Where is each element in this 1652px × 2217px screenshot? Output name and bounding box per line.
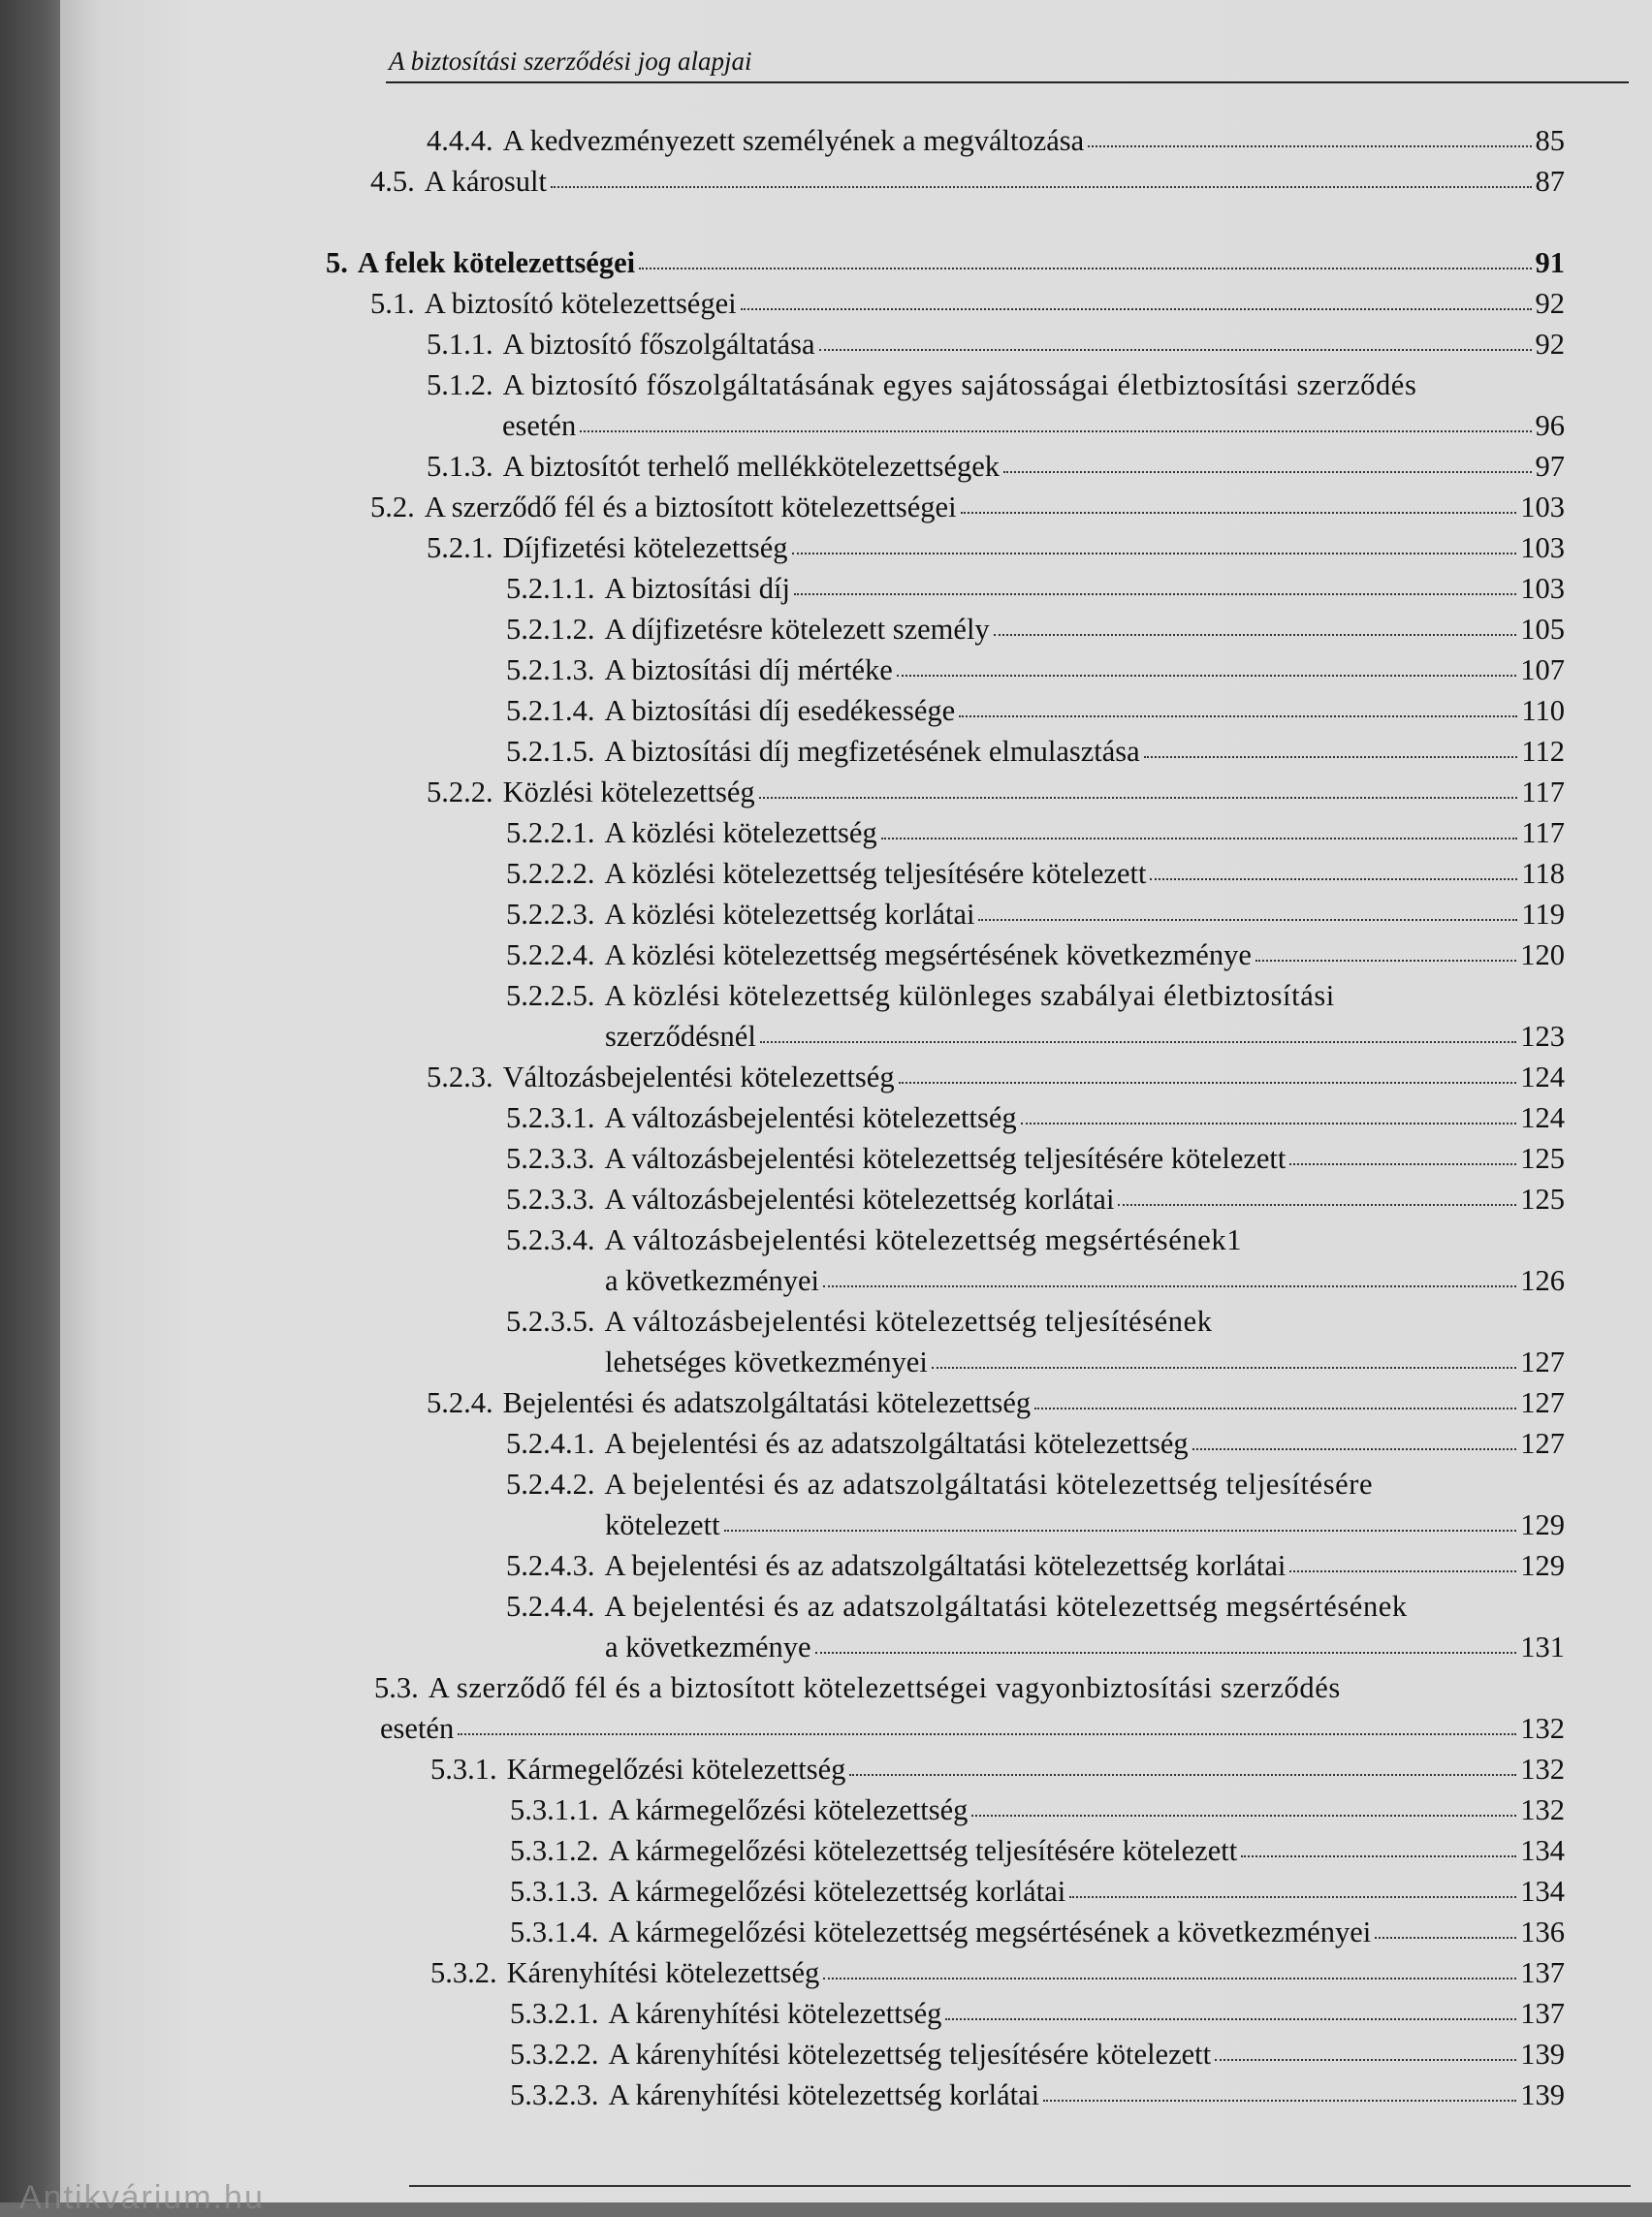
toc-entry-title: A közlési kötelezettség megsértésének következménye — [604, 938, 1252, 971]
toc-entry-title: A kármegelőzési kötelezettség megsértésének a következményei — [608, 1916, 1372, 1948]
toc-entry-number: 5.2.3.5. — [506, 1305, 595, 1338]
dot-leader — [794, 593, 1516, 595]
toc-entry-page: 103 — [1520, 572, 1565, 605]
toc-entry-number: 5.2.3.1. — [506, 1101, 595, 1134]
toc-entry-title: Kárenyhítési kötelezettség — [506, 1956, 820, 1989]
toc-entry — [506, 816, 1565, 857]
dot-leader — [932, 1367, 1516, 1369]
toc-entry-title: Közlési kötelezettség — [502, 776, 755, 808]
toc-entry-number: 5.2.1.2. — [506, 613, 595, 646]
dot-leader — [580, 430, 1531, 432]
toc-entry — [510, 1997, 1565, 2038]
toc-entry-page: 92 — [1535, 328, 1565, 361]
toc-entry-number: 5.2.2. — [427, 776, 493, 808]
toc-entry-title: A biztosító kötelezettségei — [424, 287, 737, 320]
dot-leader — [1034, 1408, 1516, 1409]
toc-entry — [510, 2038, 1565, 2078]
toc-entry — [506, 613, 1565, 653]
toc-entry-title: A szerződő fél és a biztosított kötelezettségei — [424, 491, 957, 523]
toc-entry — [506, 653, 1565, 694]
toc-entry — [427, 124, 1565, 165]
toc-entry-title: A biztosítási díj mértéke — [604, 653, 893, 686]
toc-entry — [506, 1223, 1565, 1305]
toc-entry — [427, 368, 1565, 450]
toc-entry-page: 85 — [1535, 124, 1565, 157]
toc-entry-page: 124 — [1520, 1101, 1565, 1134]
toc-entry-page: 119 — [1521, 898, 1565, 931]
toc-entry-title: A változásbejelentési kötelezettség teljesítésére kötelezett — [604, 1142, 1287, 1175]
toc-entry — [510, 1793, 1565, 1834]
toc-entry — [427, 531, 1565, 572]
dot-leader — [1003, 471, 1531, 473]
toc-entry-number: 4.5. — [370, 165, 415, 198]
toc-entry-page: 129 — [1520, 1508, 1565, 1541]
toc-entry-number: 5.2.1.1. — [506, 572, 595, 605]
dot-leader — [759, 797, 1518, 799]
toc-entry — [427, 328, 1565, 368]
dot-leader — [1150, 878, 1517, 880]
toc-entry — [506, 1468, 1565, 1549]
toc-entry-page: 139 — [1520, 2078, 1565, 2111]
toc-entry — [510, 2078, 1565, 2119]
toc-entry-title: A díjfizetésre kötelezett személy — [604, 613, 990, 646]
toc-entry-page: 132 — [1520, 1793, 1565, 1826]
toc-entry-number: 5.3.1.2. — [510, 1834, 599, 1867]
toc-entry-title: A változásbejelentési kötelezettség — [604, 1101, 1017, 1134]
toc-entry-title-continued: szerződésnél — [605, 1020, 756, 1053]
dot-leader — [792, 553, 1517, 554]
dot-leader — [1289, 1570, 1516, 1572]
toc-entry-number: 5.2.1.3. — [506, 653, 595, 686]
toc-entry-page: 131 — [1520, 1631, 1565, 1663]
dot-leader — [1069, 1896, 1516, 1898]
toc-entry-page: 123 — [1520, 1020, 1565, 1053]
toc-entry-page: 134 — [1520, 1875, 1565, 1908]
toc-entry-page: 87 — [1535, 165, 1565, 198]
toc-entry-number: 5.2.3. — [427, 1061, 493, 1093]
toc-entry — [430, 1956, 1565, 1997]
toc-entry-number: 5.2.3.4. — [506, 1223, 595, 1256]
toc-entry-page: 127 — [1520, 1386, 1565, 1419]
toc-entry-title-continued: kötelezett — [605, 1508, 720, 1541]
dot-leader — [881, 838, 1518, 839]
dot-leader — [823, 1978, 1516, 1979]
dot-leader — [961, 512, 1517, 514]
toc-entry-title: A közlési kötelezettség teljesítésére kötelezett — [604, 857, 1147, 890]
toc-entry — [427, 776, 1565, 816]
toc-entry-title-continued: a következménye — [605, 1631, 811, 1663]
toc-entry-page: 112 — [1521, 735, 1565, 768]
toc-entry-number: 5.2.1.4. — [506, 694, 595, 727]
toc-entry — [374, 1671, 1565, 1753]
dot-leader — [1043, 2100, 1516, 2102]
toc-entry-number: 5.3.1. — [430, 1753, 497, 1786]
dot-leader — [899, 1082, 1517, 1084]
toc-entry-title: A biztosító főszolgáltatása — [502, 328, 815, 361]
dot-leader — [760, 1041, 1516, 1043]
toc-entry-title: A közlési kötelezettség — [604, 816, 877, 849]
dot-leader — [823, 1285, 1516, 1287]
toc-entry-number: 5.3.1.3. — [510, 1875, 599, 1908]
dot-leader — [1118, 1204, 1516, 1206]
toc-entry-page: 127 — [1520, 1346, 1565, 1378]
toc-entry-page: 118 — [1521, 857, 1565, 890]
toc-entry-page: 120 — [1520, 938, 1565, 971]
toc-entry-number: 5.1.3. — [427, 450, 493, 483]
toc-entry-number: 5.2.4.4. — [506, 1590, 595, 1623]
toc-entry-title-continued: a következményei — [605, 1264, 820, 1297]
toc-entry-number: 5.3.2.1. — [510, 1997, 599, 2030]
toc-entry-title: A szerződő fél és a biztosított kötelezettségei vagyonbiztosítási szerződés — [428, 1671, 1341, 1704]
header-rule — [386, 81, 1629, 83]
toc-entry-number: 5.3.1.4. — [510, 1916, 599, 1948]
toc-entry-title-continued: lehetséges következményei — [605, 1346, 928, 1378]
toc-entry-number: 5.2.1.5. — [506, 735, 595, 768]
toc-entry — [506, 1427, 1565, 1468]
toc-entry-number: 5.3.2. — [430, 1956, 497, 1989]
footer-rule — [409, 2185, 1631, 2187]
toc-entry-title: A biztosítási díj megfizetésének elmulasztása — [604, 735, 1140, 768]
toc-entry-title: A biztosító főszolgáltatásának egyes sajátosságai életbiztosítási szerződés — [502, 368, 1417, 401]
toc-entry-number: 5.2.4. — [427, 1386, 493, 1419]
toc-entry-number: 5.2.2.2. — [506, 857, 595, 890]
toc-entry — [370, 287, 1565, 328]
dot-leader — [994, 634, 1517, 636]
toc-entry-title: A biztosítási díj — [604, 572, 790, 605]
toc-entry — [506, 938, 1565, 979]
toc-entry-page: 127 — [1520, 1427, 1565, 1460]
toc-entry-number: 5.2.3.3. — [506, 1142, 595, 1175]
dot-leader — [959, 715, 1517, 717]
toc-entry — [506, 694, 1565, 735]
toc-entry-page: 132 — [1520, 1753, 1565, 1786]
toc-entry-title: Díjfizetési kötelezettség — [502, 531, 788, 564]
toc-entry-number: 5.2.3.3. — [506, 1183, 595, 1216]
toc-entry — [506, 1101, 1565, 1142]
dot-leader — [639, 268, 1531, 269]
dot-leader — [815, 1652, 1517, 1654]
toc-entry-title: A biztosítót terhelő mellékkötelezettségek — [502, 450, 1001, 483]
dot-leader — [1088, 145, 1531, 147]
toc-entry-number: 5.2.4.1. — [506, 1427, 595, 1460]
toc-entry-page: 105 — [1520, 613, 1565, 646]
toc-entry — [506, 1305, 1565, 1386]
toc-entry-page: 126 — [1520, 1264, 1565, 1297]
dot-leader — [1215, 2059, 1516, 2061]
dot-leader — [1144, 756, 1518, 758]
dot-leader — [1289, 1163, 1516, 1165]
toc-entry-number: 5.2.2.5. — [506, 979, 595, 1012]
toc-entry-page: 137 — [1520, 1997, 1565, 2030]
toc-entry-title: A kármegelőzési kötelezettség teljesítésére kötelezett — [608, 1834, 1238, 1867]
dot-leader — [458, 1733, 1516, 1735]
toc-entry-number: 5.3.2.2. — [510, 2038, 599, 2071]
running-header: A biztosítási szerződési jog alapjai — [389, 47, 752, 76]
toc-entry — [427, 1061, 1565, 1101]
toc-entry-title: A közlési kötelezettség korlátai — [604, 898, 975, 931]
toc-entry-page: 110 — [1521, 694, 1565, 727]
toc-entry-title: Változásbejelentési kötelezettség — [502, 1061, 895, 1093]
toc-entry-title: A felek kötelezettségei — [357, 246, 636, 279]
toc-entry-title: A bejelentési és az adatszolgáltatási kötelezettség korlátai — [604, 1549, 1287, 1582]
toc-entry-page: 103 — [1520, 491, 1565, 523]
toc-entry — [506, 1142, 1565, 1183]
toc-entry-number: 5.3. — [374, 1671, 419, 1704]
toc-entry-title: A változásbejelentési kötelezettség megsértésének1 — [604, 1223, 1243, 1256]
toc-entry-page: 97 — [1535, 450, 1565, 483]
toc-entry — [370, 491, 1565, 531]
toc-entry-title-continued: esetén — [380, 1712, 455, 1745]
toc-entry — [506, 735, 1565, 776]
dot-leader — [1375, 1937, 1516, 1939]
toc-entry — [427, 1386, 1565, 1427]
toc-entry-page: 117 — [1521, 816, 1565, 849]
toc-entry-number: 5.2.2.3. — [506, 898, 595, 931]
toc-entry-page: 125 — [1520, 1142, 1565, 1175]
toc-entry-page: 103 — [1520, 531, 1565, 564]
toc-entry — [430, 1753, 1565, 1793]
dot-leader — [1192, 1448, 1517, 1450]
toc-entry — [370, 165, 1565, 206]
dot-leader — [897, 675, 1516, 677]
toc-entry — [506, 898, 1565, 938]
toc-entry-title: Kármegelőzési kötelezettség — [506, 1753, 846, 1786]
toc-entry-page: 96 — [1535, 409, 1565, 442]
toc-entry-page: 134 — [1520, 1834, 1565, 1867]
toc-entry-title: A kárenyhítési kötelezettség korlátai — [608, 2078, 1040, 2111]
toc-entry-number: 4.4.4. — [427, 124, 493, 157]
toc-entry — [506, 1549, 1565, 1590]
dot-leader — [1241, 1855, 1516, 1857]
dot-leader — [971, 1815, 1516, 1817]
toc-entry-title: A változásbejelentési kötelezettség teljesítésének — [604, 1305, 1213, 1338]
toc-entry-title: A kárenyhítési kötelezettség teljesítésére kötelezett — [608, 2038, 1212, 2071]
toc-entry-number: 5.2.4.2. — [506, 1468, 595, 1501]
toc-entry-title: A kármegelőzési kötelezettség korlátai — [608, 1875, 1066, 1908]
toc-entry-number: 5.2.2.4. — [506, 938, 595, 971]
dot-leader — [1255, 960, 1516, 962]
toc-entry-page: 139 — [1520, 2038, 1565, 2071]
toc-entry — [427, 450, 1565, 491]
toc-entry-title: A bejelentési és az adatszolgáltatási kötelezettség megsértésének — [604, 1590, 1408, 1623]
dot-leader — [945, 2018, 1516, 2020]
toc-entry-number: 5.3.1.1. — [510, 1793, 599, 1826]
toc-entry-page: 136 — [1520, 1916, 1565, 1948]
toc-entry-page: 92 — [1535, 287, 1565, 320]
toc-entry-number: 5.2. — [370, 491, 415, 523]
toc-entry — [506, 572, 1565, 613]
toc-entry-page: 117 — [1521, 776, 1565, 808]
toc-entry-title: A bejelentési és az adatszolgáltatási kötelezettség — [604, 1427, 1189, 1460]
toc-entry-title: A kedvezményezett személyének a megváltozása — [502, 124, 1085, 157]
dot-leader — [849, 1774, 1516, 1776]
book-binding-shadow — [0, 0, 60, 2202]
toc-entry — [506, 1183, 1565, 1223]
toc-entry-number: 5.2.4.3. — [506, 1549, 595, 1582]
toc-entry — [326, 246, 1565, 287]
toc-entry-title: A károsult — [424, 165, 547, 198]
toc-entry — [510, 1875, 1565, 1916]
toc-entry-number: 5.2.1. — [427, 531, 493, 564]
table-of-contents — [60, 124, 1652, 2160]
toc-entry-page: 125 — [1520, 1183, 1565, 1216]
toc-entry-number: 5. — [326, 246, 348, 279]
dot-leader — [724, 1530, 1517, 1532]
toc-entry-number: 5.2.2.1. — [506, 816, 595, 849]
toc-entry-title: A kárenyhítési kötelezettség — [608, 1997, 942, 2030]
toc-entry-title: A változásbejelentési kötelezettség korlátai — [604, 1183, 1115, 1216]
toc-entry — [506, 857, 1565, 898]
toc-entry-title: A bejelentési és az adatszolgáltatási kötelezettség teljesítésére — [604, 1468, 1374, 1501]
toc-entry-title: A közlési kötelezettség különleges szabályai életbiztosítási — [604, 979, 1335, 1012]
toc-entry-page: 129 — [1520, 1549, 1565, 1582]
dot-leader — [551, 186, 1532, 188]
toc-entry-title-continued: esetén — [502, 409, 577, 442]
toc-entry-page: 107 — [1520, 653, 1565, 686]
toc-entry — [506, 1590, 1565, 1671]
toc-entry-page: 124 — [1520, 1061, 1565, 1093]
toc-entry-title: Bejelentési és adatszolgáltatási kötelezettség — [502, 1386, 1032, 1419]
toc-entry — [506, 979, 1565, 1061]
toc-entry-page: 132 — [1520, 1712, 1565, 1745]
toc-entry-title: A biztosítási díj esedékessége — [604, 694, 956, 727]
toc-entry — [510, 1834, 1565, 1875]
toc-entry-number: 5.1.1. — [427, 328, 493, 361]
dot-leader — [1021, 1123, 1517, 1124]
toc-entry-number: 5.3.2.3. — [510, 2078, 599, 2111]
toc-entry-title: A kármegelőzési kötelezettség — [608, 1793, 969, 1826]
book-page — [60, 0, 1652, 2202]
dot-leader — [819, 349, 1532, 351]
toc-entry-number: 5.1. — [370, 287, 415, 320]
toc-entry-page: 91 — [1535, 246, 1565, 279]
watermark-text: Antikvárium.hu — [19, 2179, 265, 2216]
toc-entry — [510, 1916, 1565, 1956]
dot-leader — [741, 308, 1532, 310]
toc-entry-page: 137 — [1520, 1956, 1565, 1989]
dot-leader — [978, 919, 1517, 921]
toc-entry-number: 5.1.2. — [427, 368, 493, 401]
